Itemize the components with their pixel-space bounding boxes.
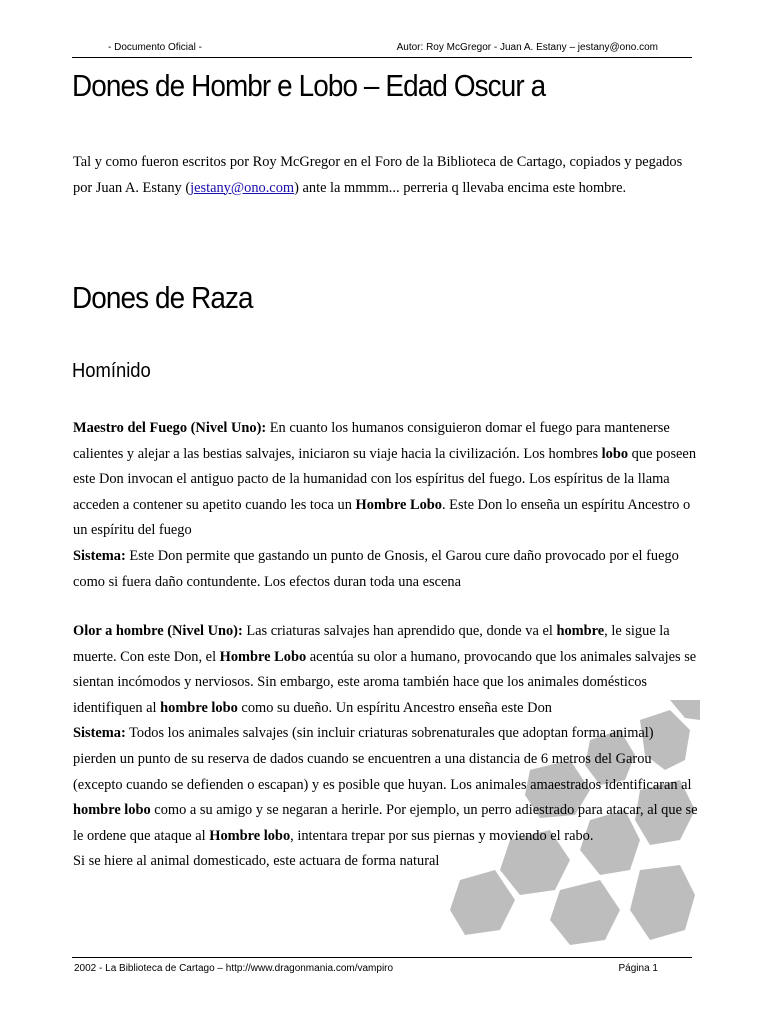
header-left: - Documento Oficial - [108,42,202,53]
page-number: Página 1 [618,963,658,974]
sistema-label: Sistema: [73,547,126,564]
page-footer [72,963,692,977]
subsection-title: Homínido [72,360,151,382]
page-header [72,42,692,56]
don-name: Olor a hombre (Nivel Uno): [73,623,243,639]
sistema-label: Sistema: [73,725,126,742]
header-right: Autor: Roy McGregor - Juan A. Estany – jestany@ono.com [396,42,658,53]
don-maestro-del-fuego: Maestro del Fuego (Nivel Uno): En cuanto los humanos consiguieron domar el fuego para mantenerse calientes y alejar a las bestias salvajes, iniciaron su viaje hacia la civilización. Los hombres lobo que poseen este Don invocan el antiguo pacto de la humanidad con los espíritus del fuego. Los espíritus de la llama acceden a contener su apetito cuando les toca un Hombre Lobo. Este Don lo enseña un espíritu Ancestro o un espíritu del fuego Sistema: Este Don permite que gastando un punto de Gnosis, el Garou cure daño provocado por el fuego como si fuera daño contundente. Los efectos duran toda una escena [73,420,697,590]
don-olor-a-hombre: Olor a hombre (Nivel Uno): Las criaturas salvajes han aprendido que, donde va el hombre, le sigue la muerte. Con este Don, el Hombre Lobo acentúa su olor a humano, provocando que los animales salvajes se sientan incómodos y nerviosos. Sin embargo, este aroma también hace que los animales domésticos identifiquen al hombre lobo como su dueño. Un espíritu Ancestro enseña este Don Sistema: Todos los animales salvajes (sin incluir criaturas sobrenaturales que adoptan forma animal) pierden un punto de su reserva de dados cuando se encuentren a una distancia de 6 metros del Garou (excepto cuando se defienden o escapan) y es posible que huyan. Los animales amaestrados identificaran al hombre lobo como a su amigo y se negaran a herirle. Por ejemplo, un perro adiestrado para atacar, al que se le ordene que ataque al Hombre lobo, intentara trepar por sus piernas y moviendo el rabo. Si se hiere al animal domesticado, este actuara de forma natural [73,623,698,870]
footer-left: 2002 - La Biblioteca de Cartago – http://www.dragonmania.com/vampiro [74,963,394,974]
header-rule [72,57,692,58]
intro-paragraph: Tal y como fueron escritos por Roy McGregor en el Foro de la Biblioteca de Cartago, copiados y pegados por Juan A. Estany (jestany@ono.com) ante la mmmm... perreria q llevaba encima este hombre. [73,154,683,196]
last-line: Si se hiere al animal domesticado, este actuara de forma natural [73,853,440,870]
page-title: Dones de Hombr e Lobo – Edad Oscur a [72,68,546,103]
don-name: Maestro del Fuego (Nivel Uno): [73,420,267,436]
section-title: Dones de Raza [72,280,253,315]
email-link[interactable]: jestany@ono.com [190,179,295,196]
footer-rule [72,957,692,958]
